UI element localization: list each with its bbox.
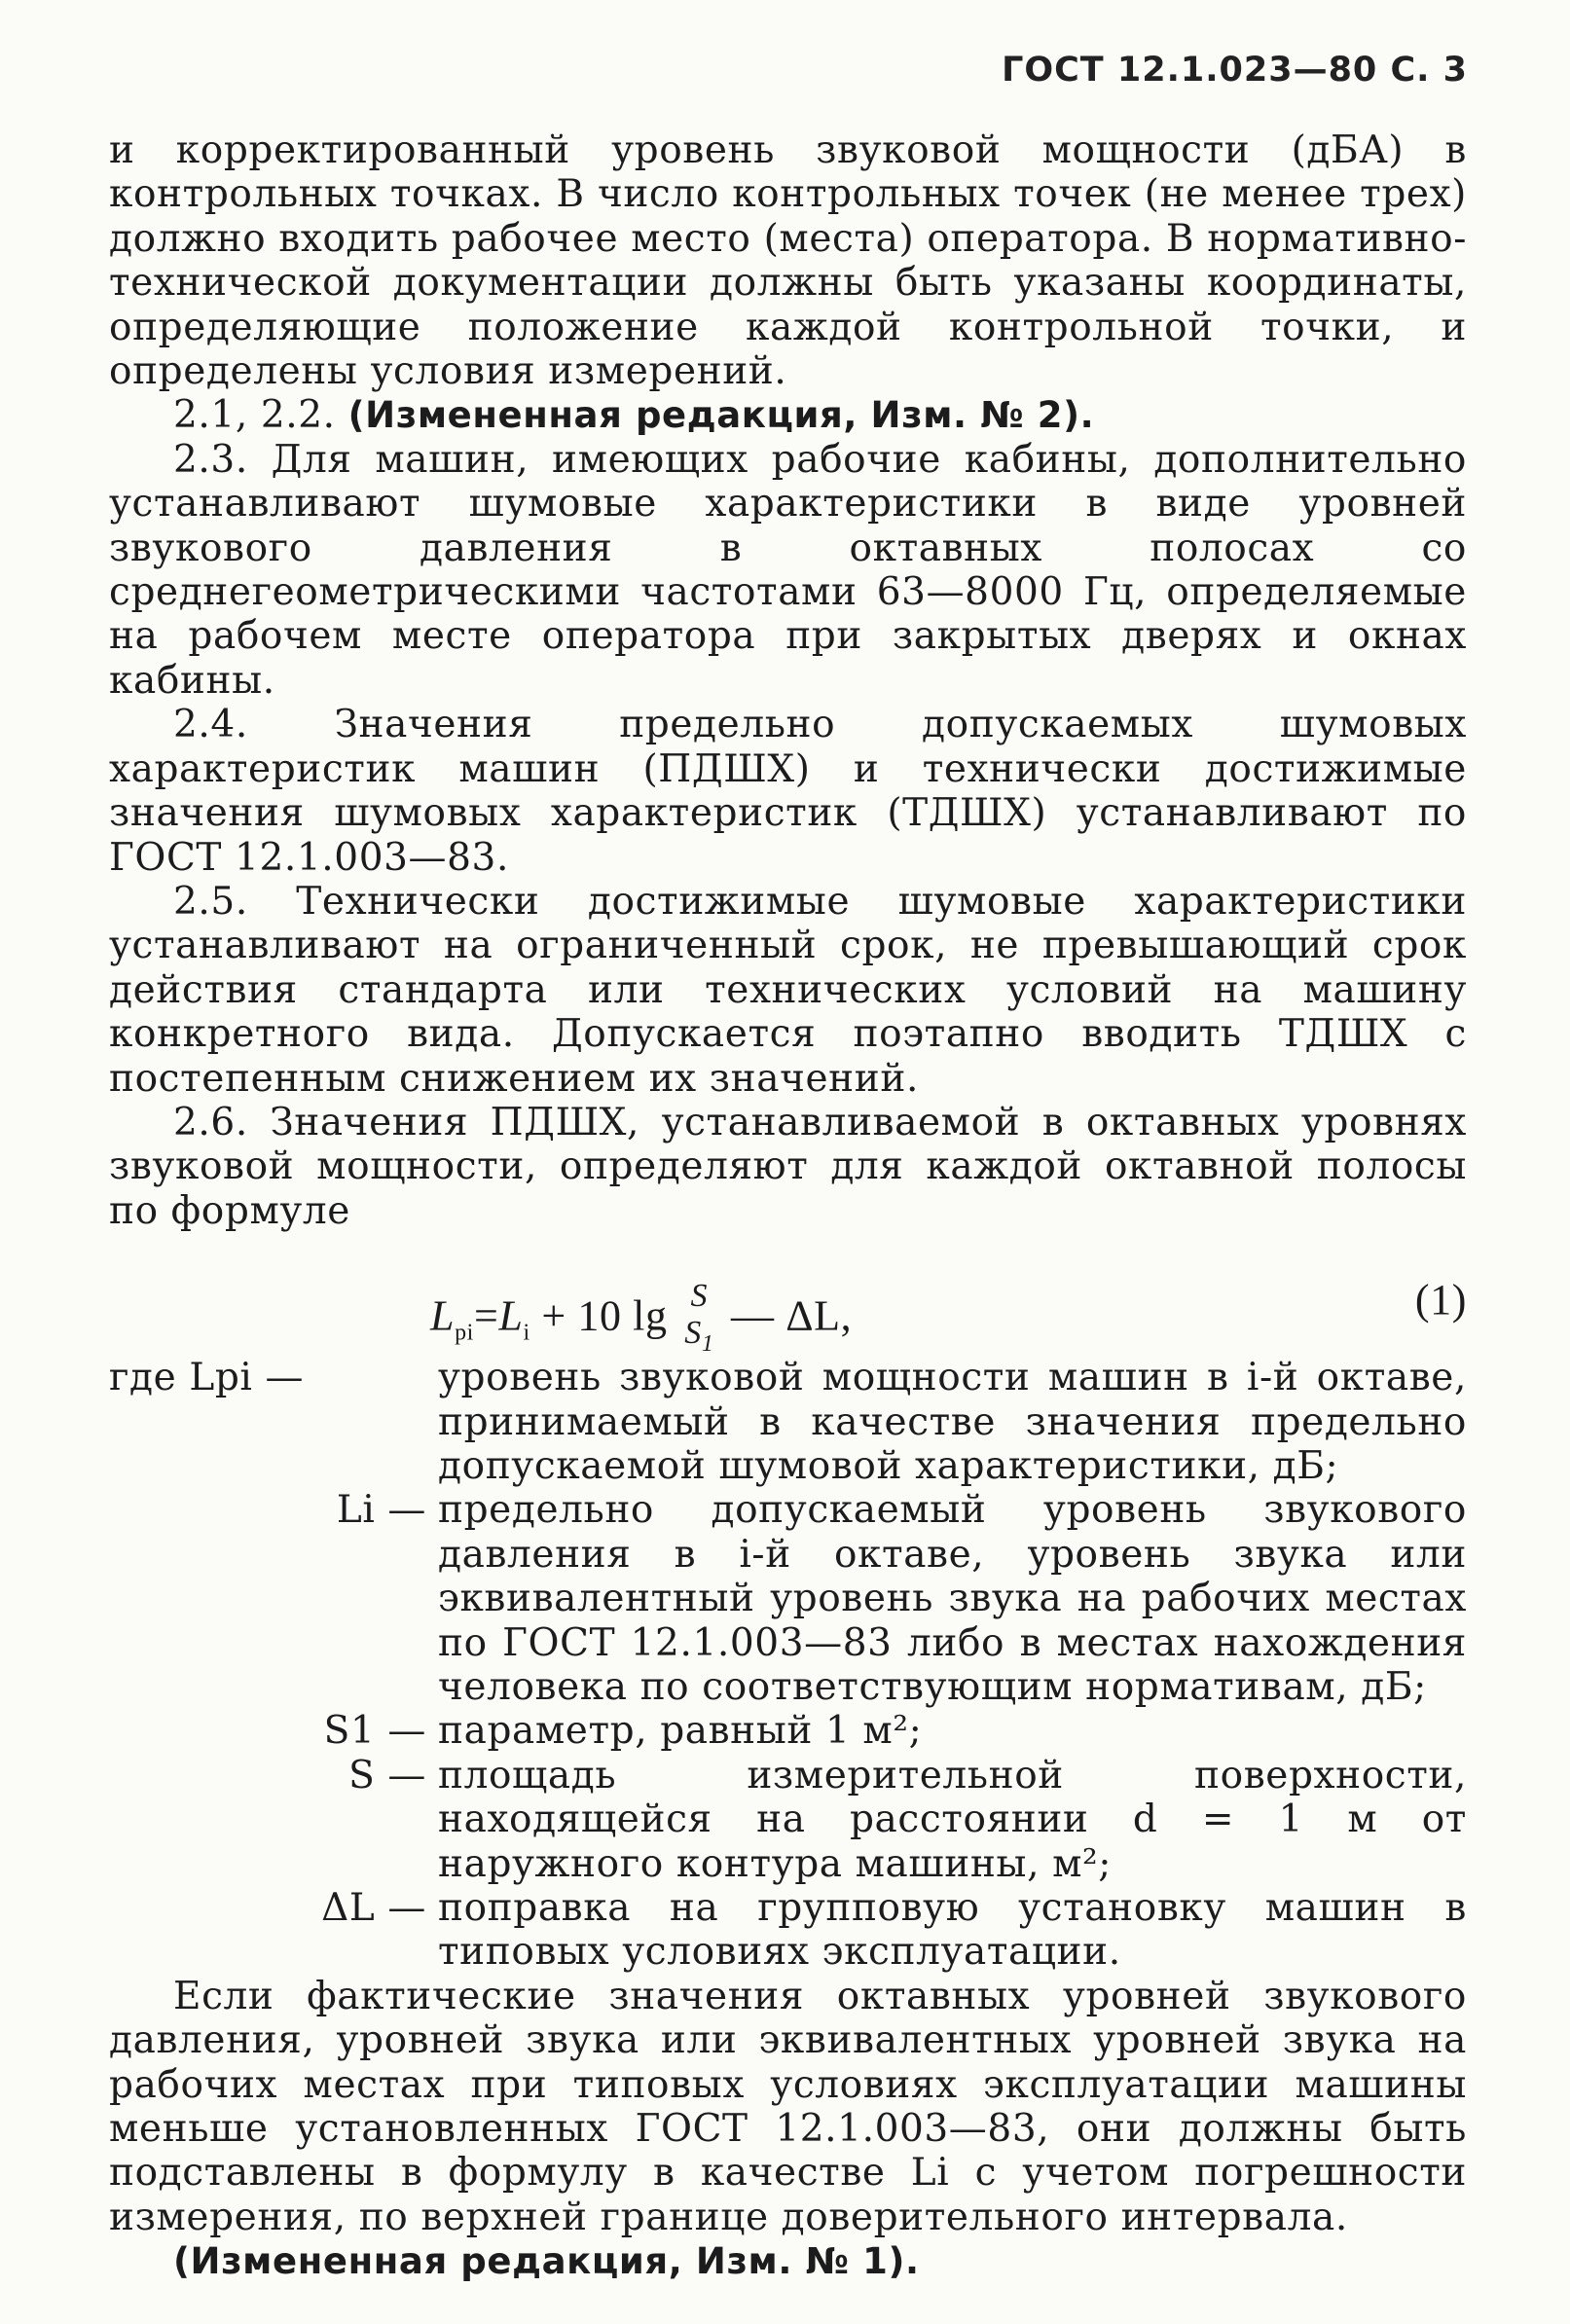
amendment-note-2: (Измененная редакция, Изм. № 1). xyxy=(173,2240,920,2283)
page-header: ГОСТ 12.1.023—80 С. 3 xyxy=(1002,51,1468,90)
definition-body: параметр, равный 1 м²; xyxy=(438,1709,923,1754)
paragraph-substitution: Если фактические значения октавных уровней звукового давления, уровней звука или эквивалентных уровней звука на рабочих местах при типовых условиях эксплуатации машины меньше установленных ГОСТ 12.1.003—83, они должны быть подставлены в формулу в качестве Li с учетом погрешности измерения, по верхней границе доверительного интервала. xyxy=(109,1974,1467,2239)
formula-l-sub: i xyxy=(523,1320,530,1346)
definition-term: S — xyxy=(348,1753,426,1797)
fraction-denominator: $S_1$ xyxy=(684,1315,714,1357)
paragraph-2 xyxy=(109,393,1467,437)
paragraph-1: и корректированный уровень звуковой мощности (дБА) в контрольных точках. В число контрольных точек (не менее трех) должно входить рабочее место (места) оператора. В нормативно-технической документации должны быть указаны координаты, определяющие положение каждой контрольной точки, и определены условия измерений. xyxy=(109,128,1467,394)
definition-body: уровень звуковой мощности машин в i-й октаве, принимаемый в качестве значения предельно допускаемой шумовой характеристики, дБ; xyxy=(438,1356,1467,1488)
definitions-list xyxy=(109,1356,1467,1975)
equation-number: (1) xyxy=(1414,1276,1467,1325)
definition-item xyxy=(109,1754,1467,1886)
definition-item xyxy=(109,1709,1467,1753)
formula-l: L xyxy=(498,1291,524,1340)
definition-item xyxy=(109,1488,1467,1709)
formula-lhs: L xyxy=(430,1291,456,1340)
definition-term: S1 — xyxy=(323,1709,426,1754)
definition-term: Li — xyxy=(336,1488,426,1533)
formula-expression xyxy=(430,1278,852,1362)
formula-fraction xyxy=(684,1278,713,1362)
clause-number: 2.1, 2.2. xyxy=(173,393,336,438)
document-body xyxy=(109,128,1467,2284)
paragraph-2-6: 2.6. Значения ПДШХ, устанавливаемой в октавных уровнях звуковой мощности, определяют для каждой октавной полосы по формуле xyxy=(109,1100,1467,1233)
fraction-numerator: S xyxy=(690,1278,709,1315)
definition-item xyxy=(109,1886,1467,1975)
definition-body: предельно допускаемый уровень звукового давления в i-й октаве, уровень звука или эквивалентный уровень звука на рабочих местах по ГОСТ 12.1.003—83 либо в местах нахождения человека по соответствующим нормативам, дБ; xyxy=(438,1488,1467,1709)
formula-1 xyxy=(109,1241,1467,1357)
definition-body: поправка на групповую установку машин в типовых условиях эксплуатации. xyxy=(438,1886,1467,1975)
amendment-note: (Измененная редакция, Изм. № 2). xyxy=(347,394,1095,437)
definition-item xyxy=(109,1356,1467,1488)
definition-term: ΔL — xyxy=(321,1886,426,1931)
formula-lhs-sub: pi xyxy=(455,1320,474,1346)
formula-tail: — ΔL, xyxy=(731,1291,853,1340)
paragraph-2-5: 2.5. Технически достижимые шумовые характеристики устанавливают на ограниченный срок, не превышающий срок действия стандарта или технических условий на машину конкретного вида. Допускается поэтапно вводить ТДШХ с постепенным снижением их значений. xyxy=(109,879,1467,1101)
definition-body: площадь измерительной поверхности, находящейся на расстоянии d = 1 м от наружного контура машины, м²; xyxy=(438,1753,1467,1886)
formula-eq: = xyxy=(473,1291,499,1340)
paragraph-2-4: 2.4. Значения предельно допускаемых шумовых характеристик машин (ПДШХ) и технически достижимые значения шумовых характеристик (ТДШХ) устанавливают по ГОСТ 12.1.003—83. xyxy=(109,703,1467,880)
definition-term: где Lpi — xyxy=(109,1356,305,1400)
paragraph-2-3: 2.3. Для машин, имеющих рабочие кабины, дополнительно устанавливают шумовые характеристики в виде уровней звукового давления в октавных полосах со среднегеометрическими частотами 63—8000 Гц, определяемые на рабочем месте оператора при закрытых дверях и окнах кабины. xyxy=(109,437,1467,703)
formula-mid: + 10 lg xyxy=(541,1291,668,1340)
